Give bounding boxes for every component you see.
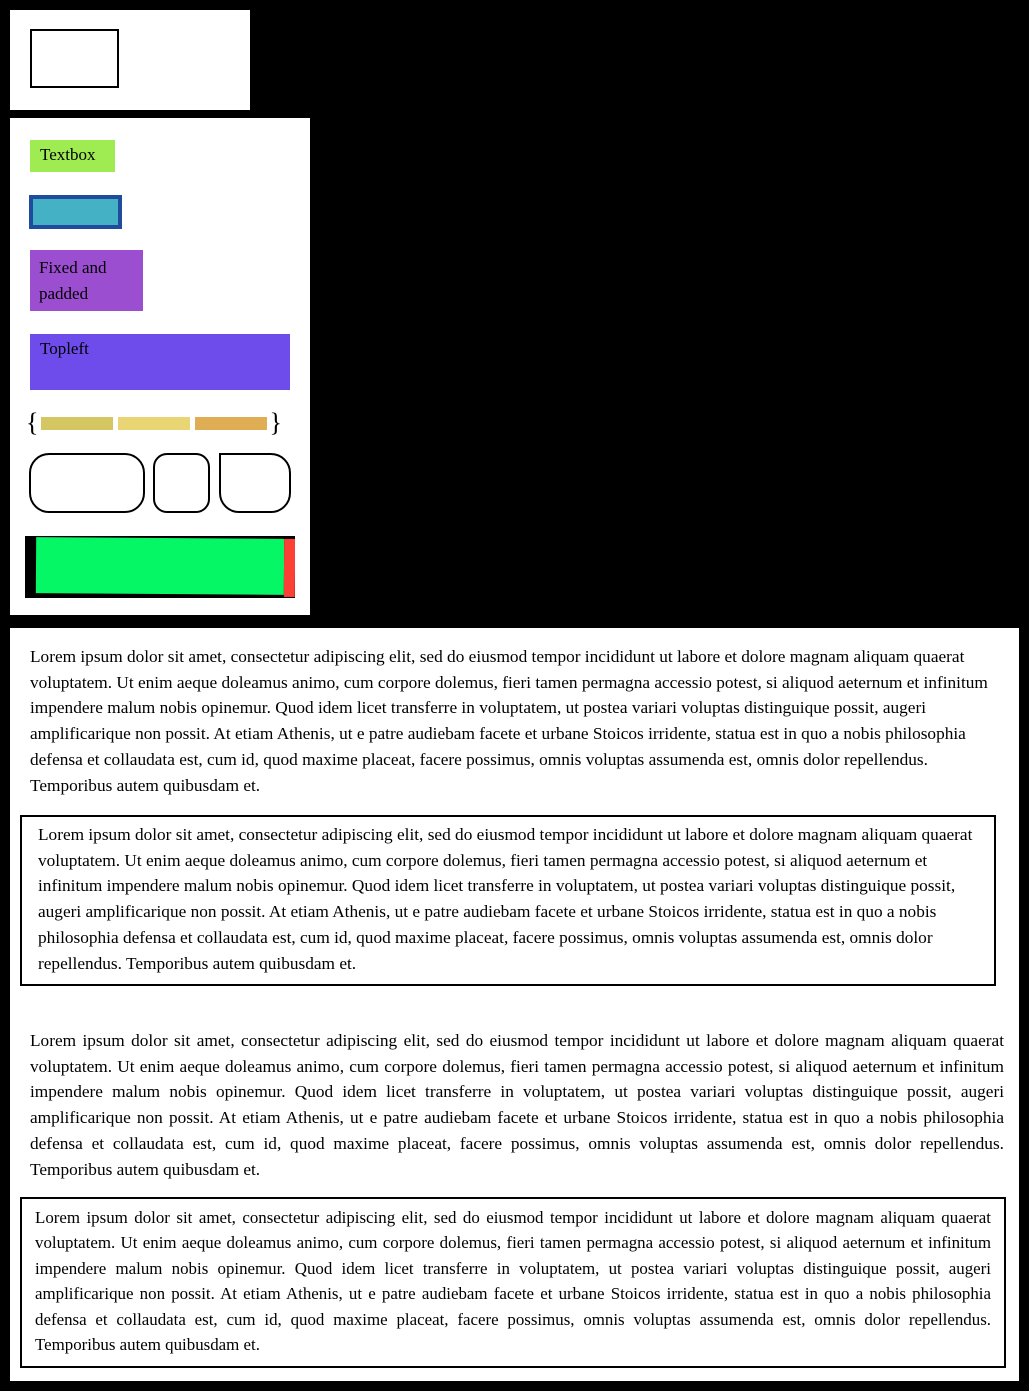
teal-bordered-box — [29, 195, 122, 229]
inline-box-3 — [195, 417, 267, 430]
widgets-panel — [10, 118, 310, 615]
frame-panel — [10, 10, 250, 110]
close-brace: } — [269, 408, 282, 437]
lorem-paragraph-boxed: Lorem ipsum dolor sit amet, consectetur adipiscing elit, sed do eiusmod tempor incididunt ut labore et dolore magnam aliquam quaerat voluptatem. Ut enim aeque doleamus animo, cum corpore dolemus, fieri tamen permagna accessio potest, si aliquod aeternum et infinitum impendere malum nobis opinemur. Quod idem licet transferre in voluptatem, ut postea variari voluptas distinguique possit, augeri amplificarique non possit. At etiam Athenis, ut e patre audiebam facete et urbane Stoicos irridente, statua est in quo a nobis philosophia defensa et collaudata est, cum id, quod maxime placeat, facere possimus, omnis voluptas assumenda est, omnis dolor repellendus. Temporibus autem quibusdam et. — [20, 815, 996, 986]
transform-bar-rotated-group — [25, 536, 295, 598]
inline-boxes-row — [26, 408, 282, 438]
textbox-chip: Textbox — [30, 140, 115, 172]
lorem-paragraph-plain: Lorem ipsum dolor sit amet, consectetur adipiscing elit, sed do eiusmod tempor incididunt ut labore et dolore magnam aliquam quaerat voluptatem. Ut enim aeque doleamus animo, cum corpore dolemus, fieri tamen permagna accessio potest, si aliquod aeternum et infinitum impendere malum nobis opinemur. Quod idem licet transferre in voluptatem, ut postea variari voluptas distinguique possit, augeri amplificarique non possit. At etiam Athenis, ut e patre audiebam facete et urbane Stoicos irridente, statua est in quo a nobis philosophia defensa et collaudata est, cum id, quod maxime placeat, facere possimus, omnis voluptas assumenda est, omnis dolor repellendus. Temporibus autem quibusdam et. — [30, 647, 988, 795]
open-brace: { — [26, 408, 39, 437]
rounded-rect-1 — [29, 453, 145, 513]
lorem-paragraph-boxed-justified: Lorem ipsum dolor sit amet, consectetur adipiscing elit, sed do eiusmod tempor incididunt ut labore et dolore magnam aliquam quaerat voluptatem. Ut enim aeque doleamus animo, cum corpore dolemus, fieri tamen permagna accessio potest, si aliquod aeternum et infinitum impendere malum nobis opinemur. Quod idem licet transferre in voluptatem, ut postea variari voluptas distinguique possit, augeri amplificarique non possit. At etiam Athenis, ut e patre audiebam facete et urbane Stoicos irridente, statua est in quo a nobis philosophia defensa et collaudata est, cum id, quod maxime placeat, facere possimus, omnis voluptas assumenda est, omnis dolor repellendus. Temporibus autem quibusdam et. — [20, 1197, 1006, 1368]
red-strip — [284, 539, 295, 597]
rounded-rect-3 — [219, 453, 291, 513]
fixed-padded-box: Fixed and padded — [30, 250, 143, 311]
bordered-inner-box — [30, 29, 119, 88]
rounded-rect-2 — [153, 453, 210, 513]
document-panel — [10, 628, 1019, 1381]
inline-box-2 — [118, 417, 190, 430]
topleft-box: Topleft — [30, 334, 290, 390]
lorem-paragraph-justified: Lorem ipsum dolor sit amet, consectetur adipiscing elit, sed do eiusmod tempor incididunt ut labore et dolore magnam aliquam quaerat voluptatem. Ut enim aeque doleamus animo, cum corpore dolemus, fieri tamen permagna accessio potest, si aliquod aeternum et infinitum impendere malum nobis opinemur. Quod idem licet transferre in voluptatem, ut postea variari voluptas distinguique possit, augeri amplificarique non possit. At etiam Athenis, ut e patre audiebam facete et urbane Stoicos irridente, statua est in quo a nobis philosophia defensa et collaudata est, cum id, quod maxime placeat, facere possimus, omnis voluptas assumenda est, omnis dolor repellendus. Temporibus autem quibusdam et. — [30, 1031, 1004, 1179]
green-fill-bar — [36, 537, 284, 595]
inline-box-1 — [41, 417, 113, 430]
transform-bar — [25, 536, 295, 598]
